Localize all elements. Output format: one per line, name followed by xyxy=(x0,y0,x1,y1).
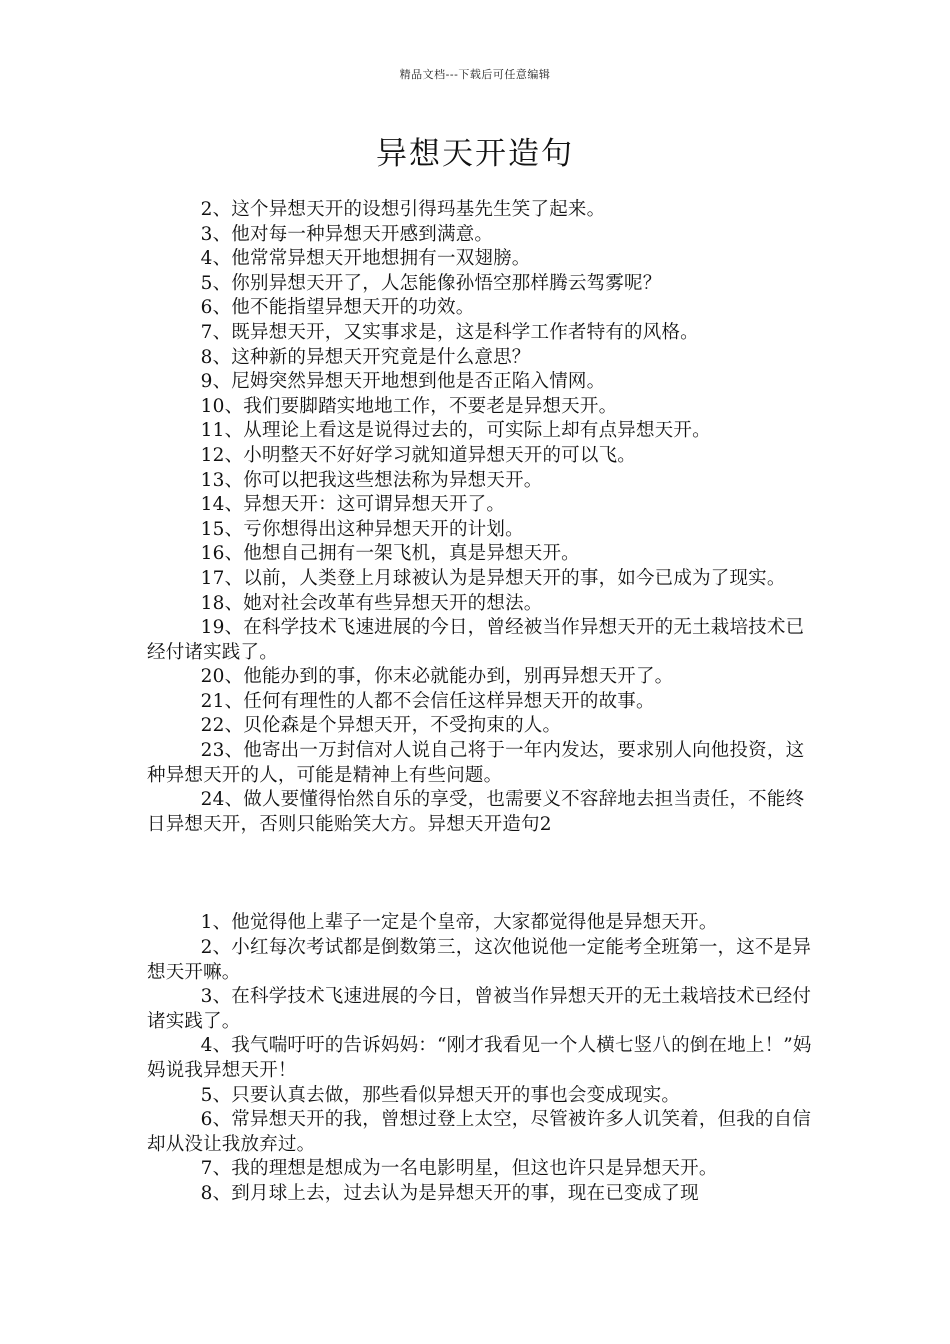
section-gap xyxy=(147,837,812,911)
sentence-item: 15、亏你想得出这种异想天开的计划。 xyxy=(200,518,524,540)
sentence-list-2 xyxy=(147,911,812,1206)
document-body xyxy=(147,198,812,1207)
sentence-item: 16、他想自己拥有一架飞机，真是异想天开。 xyxy=(200,543,580,565)
sentence-list-1 xyxy=(147,198,812,837)
sentence-item: 11、从理论上看这是说得过去的，可实际上却有点异想天开。 xyxy=(200,420,711,442)
sentence-item: 6、常异想天开的我，曾想过登上太空，尽管被许多人讥笑着，但我的自信却从没让我放弃过。 xyxy=(147,1109,812,1155)
sentence-item: 7、我的理想是想成为一名电影明星，但这也许只是异想天开。 xyxy=(200,1158,718,1180)
sentence-item: 6、他不能指望异想天开的功效。 xyxy=(200,297,475,319)
sentence-item: 8、到月球上去，过去认为是异想天开的事，现在已变成了现 xyxy=(200,1182,699,1204)
sentence-item: 1、他觉得他上辈子一定是个皇帝，大家都觉得他是异想天开。 xyxy=(200,912,718,934)
sentence-item: 5、只要认真去做，那些看似异想天开的事也会变成现实。 xyxy=(200,1084,681,1106)
sentence-item: 24、做人要懂得怡然自乐的享受，也需要义不容辞地去担当责任，不能终日异想天开，否则只能贻笑大方。异想天开造句2 xyxy=(147,789,805,835)
sentence-item: 12、小明整天不好好学习就知道异想天开的可以飞。 xyxy=(200,444,636,466)
sentence-item: 5、你别异想天开了，人怎能像孙悟空那样腾云驾雾呢？ xyxy=(200,272,662,294)
sentence-item: 18、她对社会改革有些异想天开的想法。 xyxy=(200,592,543,614)
header-note: 精品文档---下载后可任意编辑 xyxy=(399,68,551,81)
sentence-item: 2、小红每次考试都是倒数第三，这次他说他一定能考全班第一，这不是异想天开嘛。 xyxy=(147,937,812,983)
sentence-item: 21、任何有理性的人都不会信任这样异想天开的故事。 xyxy=(200,690,655,712)
sentence-item: 22、贝伦森是个异想天开，不受拘束的人。 xyxy=(200,715,562,737)
sentence-item: 14、异想天开：这可谓异想天开了。 xyxy=(200,494,506,516)
sentence-item: 17、以前，人类登上月球被认为是异想天开的事，如今已成为了现实。 xyxy=(200,567,786,589)
sentence-item: 19、在科学技术飞速进展的今日，曾经被当作异想天开的无土栽培技术已经付诸实践了。 xyxy=(147,617,805,663)
sentence-item: 3、在科学技术飞速进展的今日，曾被当作异想天开的无土栽培技术已经付诸实践了。 xyxy=(147,986,812,1032)
sentence-item: 13、你可以把我这些想法称为异想天开。 xyxy=(200,469,543,491)
sentence-item: 4、我气喘吁吁的告诉妈妈：“刚才我看见一个人横七竖八的倒在地上！”妈妈说我异想天开！ xyxy=(147,1035,812,1081)
sentence-item: 3、他对每一种异想天开感到满意。 xyxy=(200,223,494,245)
sentence-item: 9、尼姆突然异想天开地想到他是否正陷入情网。 xyxy=(200,371,606,393)
sentence-item: 20、他能办到的事，你末必就能办到，别再异想天开了。 xyxy=(200,666,674,688)
sentence-item: 4、他常常异想天开地想拥有一双翅膀。 xyxy=(200,248,531,270)
sentence-item: 2、这个异想天开的设想引得玛基先生笑了起来。 xyxy=(200,199,606,220)
sentence-item: 10、我们要脚踏实地地工作，不要老是异想天开。 xyxy=(200,395,618,417)
sentence-item: 8、这种新的异想天开究竟是什么意思？ xyxy=(200,346,531,368)
sentence-item: 23、他寄出一万封信对人说自己将于一年内发达，要求别人向他投资，这种异想天开的人，可能是精神上有些问题。 xyxy=(147,740,805,786)
document-title: 异想天开造句 xyxy=(376,136,574,172)
sentence-item: 7、既异想天开，又实事求是，这是科学工作者特有的风格。 xyxy=(200,321,699,343)
